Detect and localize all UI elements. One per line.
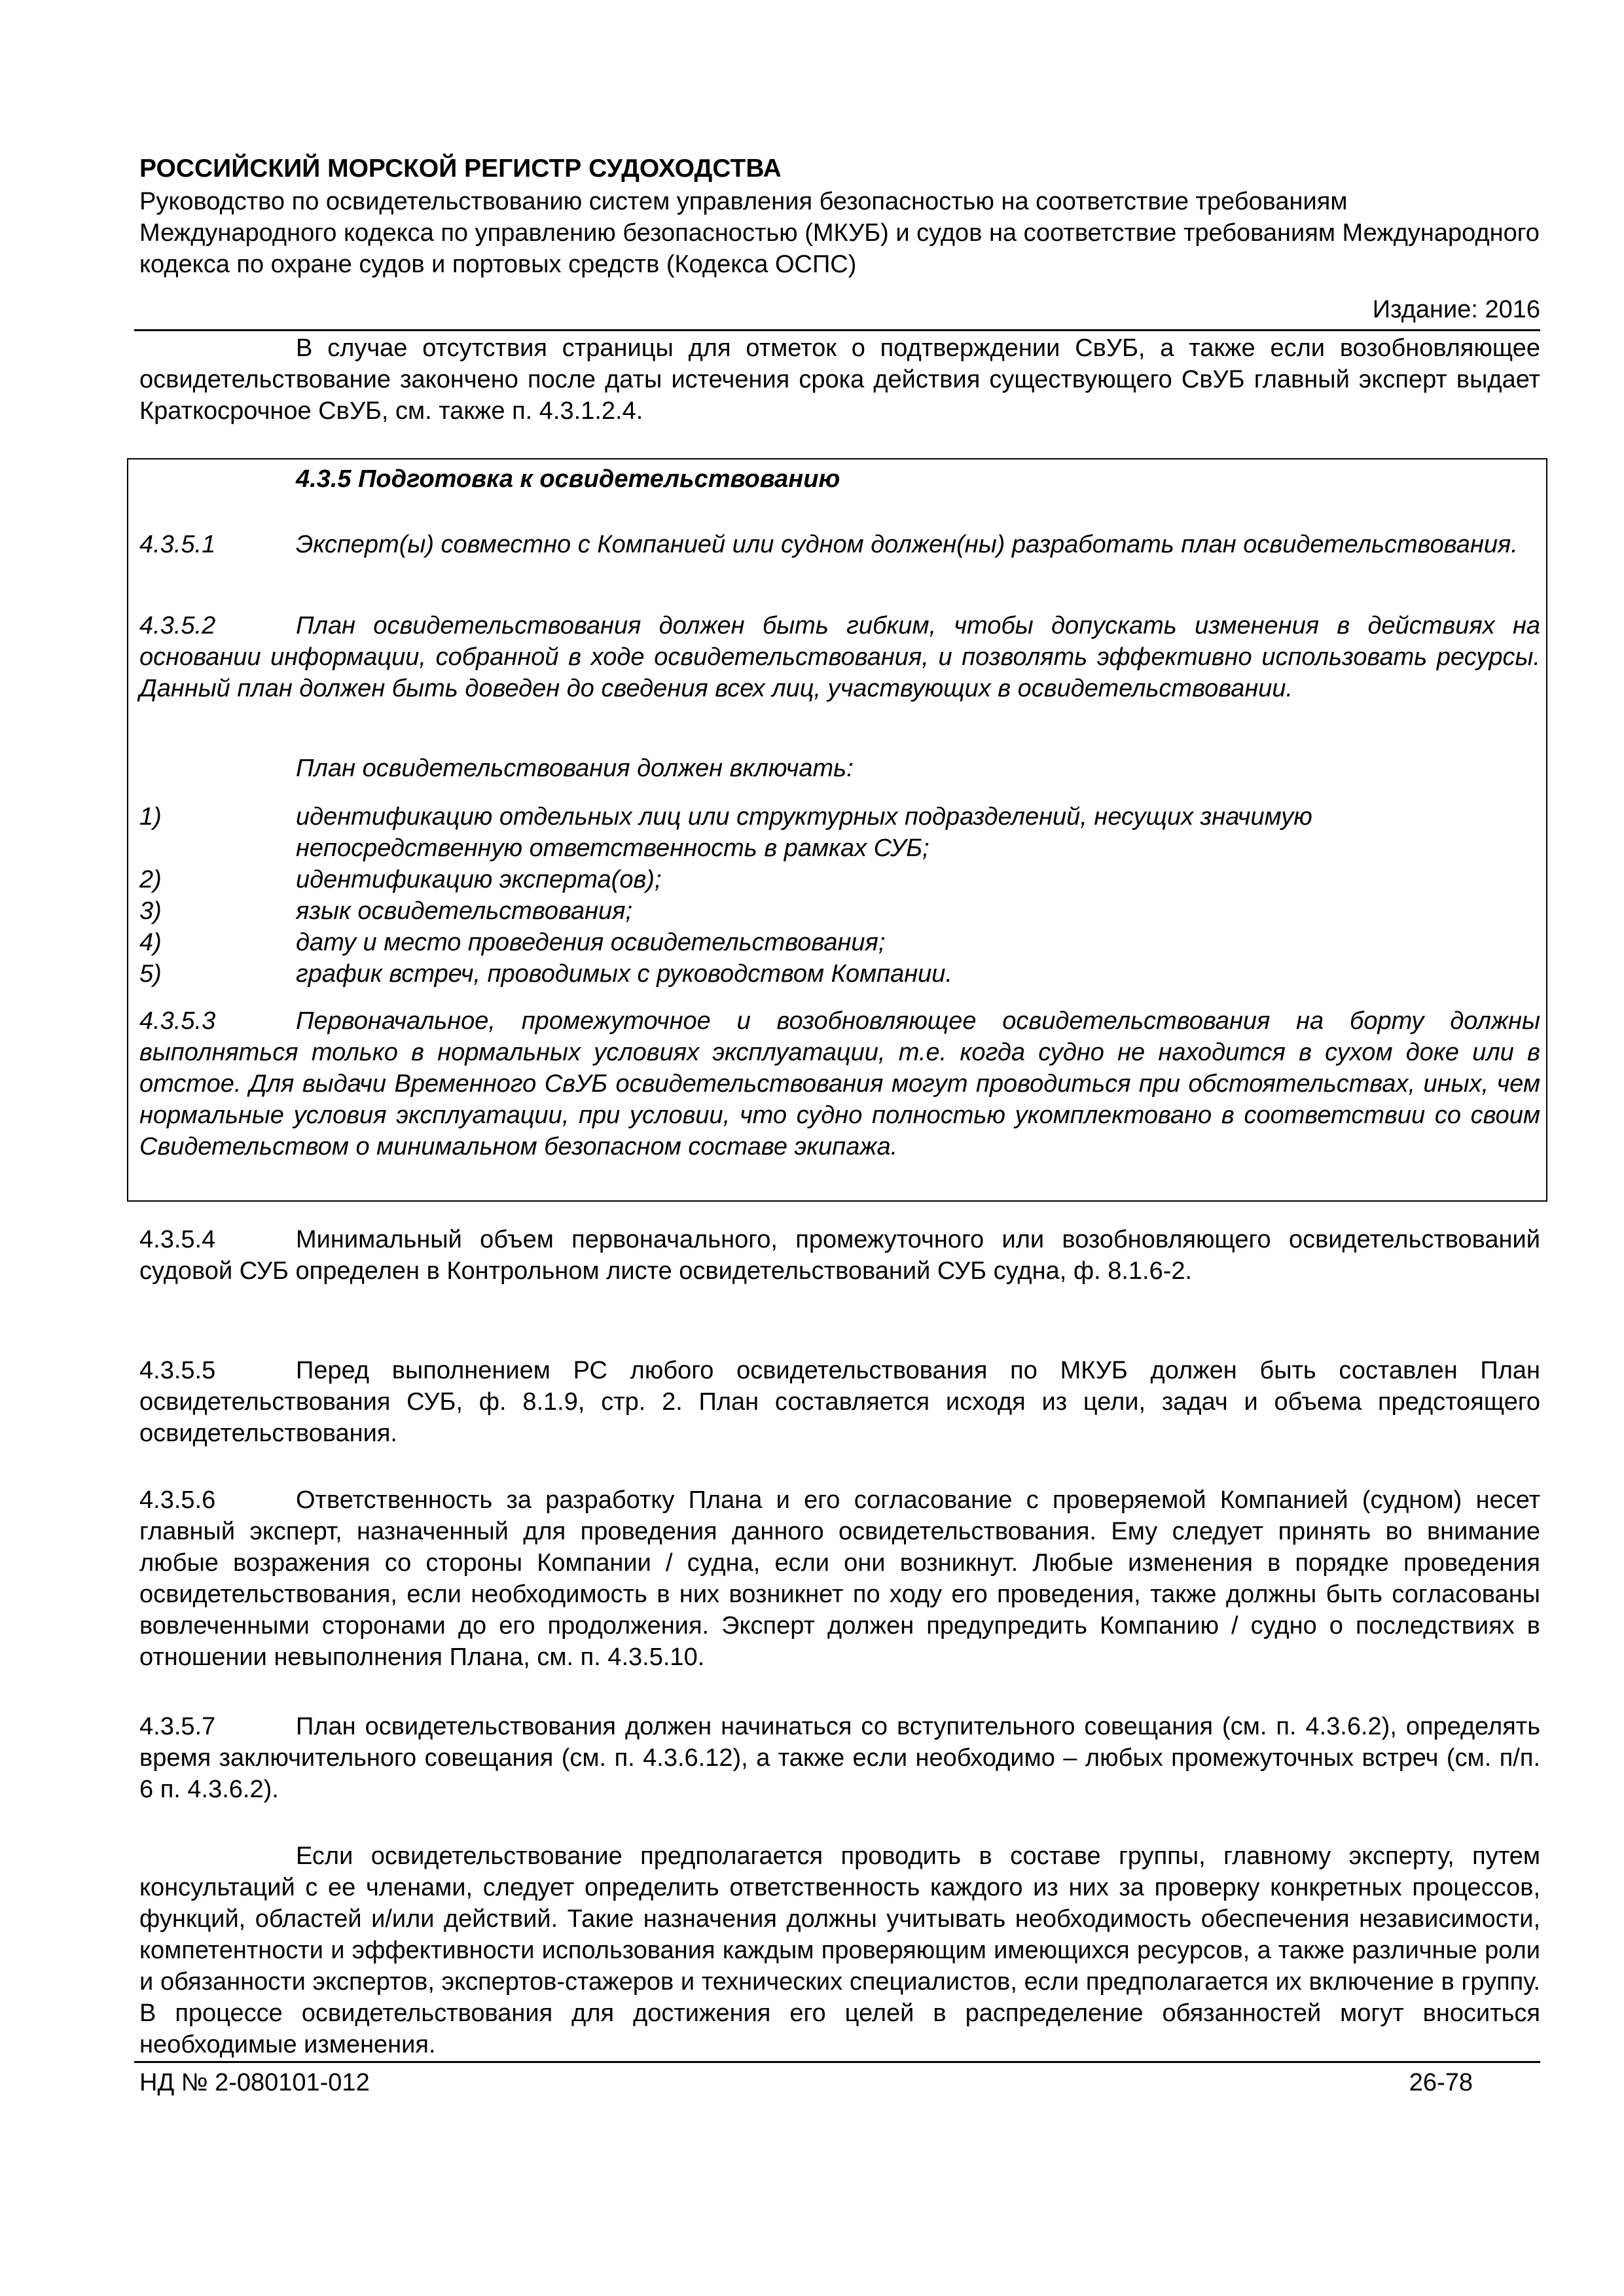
document-header — [139, 152, 1540, 280]
list-marker: 3) — [139, 897, 162, 925]
section-heading-text: 4.3.5 Подготовка к освидетельствованию — [296, 465, 840, 493]
final-paragraph: Если освидетельствование предполагается проводить в составе группы, главному эксперту, путем консультаций с ее членами, следует определить ответственность каждого из них за проверку конкретных процессов, функций, областей и/или действий. Такие назначения должны учитывать необходимость обеспечения независимости, компетентности и эффективности использования каждым проверяющим имеющихся ресурсов, а также различные роли и обязанности экспертов, экспертов-стажеров и технических специалистов, если предполагается их включение в группу. В процессе освидетельствования для достижения его целей в распределение обязанностей могут вноситься необходимые изменения. — [139, 1842, 1540, 2058]
paragraph-number: 4.3.5.7 — [139, 1713, 216, 1740]
list-marker: 5) — [139, 960, 162, 988]
list-item — [139, 958, 1540, 990]
list-item — [139, 927, 1540, 958]
organization-title: РОССИЙСКИЙ МОРСКОЙ РЕГИСТР СУДОХОДСТВА — [139, 154, 782, 183]
list-item — [139, 864, 1540, 895]
plan-intro: План освидетельствования должен включать: — [296, 755, 854, 782]
paragraph-number: 4.3.5.2 — [139, 612, 216, 639]
footer-divider — [134, 2061, 1540, 2063]
list-marker: 2) — [139, 866, 162, 893]
paragraph-number: 4.3.5.6 — [139, 1486, 216, 1514]
paragraph-number: 4.3.5.1 — [139, 531, 216, 558]
paragraph-4-3-5-3 — [139, 1005, 1540, 1162]
paragraph-4-3-5-1 — [139, 529, 1540, 560]
list-marker: 4) — [139, 929, 162, 956]
header-divider — [134, 329, 1540, 331]
paragraph-4-3-5-4 — [139, 1224, 1540, 1287]
list-item — [139, 895, 1540, 927]
intro-paragraph: В случае отсутствия страницы для отметок о подтверждении СвУБ, а также если возобновляющее освидетельствование закончено после даты истечения срока действия существующего СвУБ главный эксперт выдает Краткосрочное СвУБ, см. также п. 4.3.1.2.4. — [139, 334, 1540, 425]
section-heading — [139, 463, 1540, 495]
paragraph-number: 4.3.5.4 — [139, 1226, 216, 1253]
list-text: дату и место проведения освидетельствования; — [296, 929, 886, 956]
paragraph-text: Перед выполнением РС любого освидетельствования по МКУБ должен быть составлен План освидетельствования СУБ, ф. 8.1.9, стр. 2. План составляется исходя из цели, задач и объема предстоящего освидетельствования. — [139, 1357, 1540, 1447]
paragraph-text: Эксперт(ы) совместно с Компанией или судном должен(ны) разработать план освидетельствования. — [296, 531, 1518, 558]
edition-label: Издание: 2016 — [1372, 296, 1540, 323]
list-text: график встреч, проводимых с руководством Компании. — [296, 960, 952, 988]
paragraph-text: Ответственность за разработку Плана и его согласование с проверяемой Компанией (судном) несет главный эксперт, назначенный для проведения данного освидетельствования. Ему следует принять во внимание любые возражения со стороны Компании / судна, если они возникнут. Любые изменения в порядке проведения освидетельствования, если необходимость в них возникнет по ходу его проведения, также должны быть согласованы вовлеченными сторонами до его продолжения. Эксперт должен предупредить Компанию / судно о последствиях в отношении невыполнения Плана, см. п. 4.3.5.10. — [139, 1486, 1540, 1671]
document-title: Руководство по освидетельствованию систем управления безопасностью на соответствие требованиям Международного кодекса по управлению безопасностью (МКУБ) и судов на соответствие требованиям Международного кодекса по охране судов и портовых средств (Кодекса ОСПС) — [139, 188, 1540, 278]
list-text: идентификацию отдельных лиц или структурных подразделений, несущих значимую непосредственную ответственность в рамках СУБ; — [296, 803, 1312, 862]
list-marker: 1) — [139, 803, 162, 831]
page-number: 26-78 — [1409, 2069, 1473, 2096]
paragraph-4-3-5-2 — [139, 610, 1540, 704]
paragraph-4-3-5-5 — [139, 1355, 1540, 1449]
paragraph-text: План освидетельствования должен начинаться со вступительного совещания (см. п. 4.3.6.2), определять время заключительного совещания (см. п. 4.3.6.12), а также если необходимо – любых промежуточных встреч (см. п/п. 6 п. 4.3.6.2). — [139, 1713, 1540, 1803]
list-text: язык освидетельствования; — [296, 897, 633, 925]
paragraph-4-3-5-6 — [139, 1484, 1540, 1673]
paragraph-text: План освидетельствования должен быть гибким, чтобы допускать изменения в действиях на основании информации, собранной в ходе освидетельствования, и позволять эффективно использовать ресурсы. Данный план должен быть доведен до сведения всех лиц, участвующих в освидетельствовании. — [139, 612, 1540, 702]
paragraph-text: Минимальный объем первоначального, промежуточного или возобновляющего освидетельствований судовой СУБ определен в Контрольном листе освидетельствований СУБ судна, ф. 8.1.6-2. — [139, 1226, 1540, 1285]
paragraph-4-3-5-7 — [139, 1711, 1540, 1805]
paragraph-number: 4.3.5.5 — [139, 1357, 216, 1384]
paragraph-number: 4.3.5.3 — [139, 1007, 216, 1035]
document-number: НД № 2-080101-012 — [139, 2069, 370, 2096]
list-item — [139, 801, 1540, 864]
list-text: идентификацию эксперта(ов); — [296, 866, 662, 893]
paragraph-text: Первоначальное, промежуточное и возобновляющее освидетельствования на борту должны выполняться только в нормальных условиях эксплуатации, т.е. когда судно не находится в сухом доке или в отстое. Для выдачи Временного СвУБ освидетельствования могут проводиться при обстоятельствах, иных, чем нормальные условия эксплуатации, при условии, что судно полностью укомплектовано в соответствии со своим Свидетельством о минимальном безопасном составе экипажа. — [139, 1007, 1540, 1160]
